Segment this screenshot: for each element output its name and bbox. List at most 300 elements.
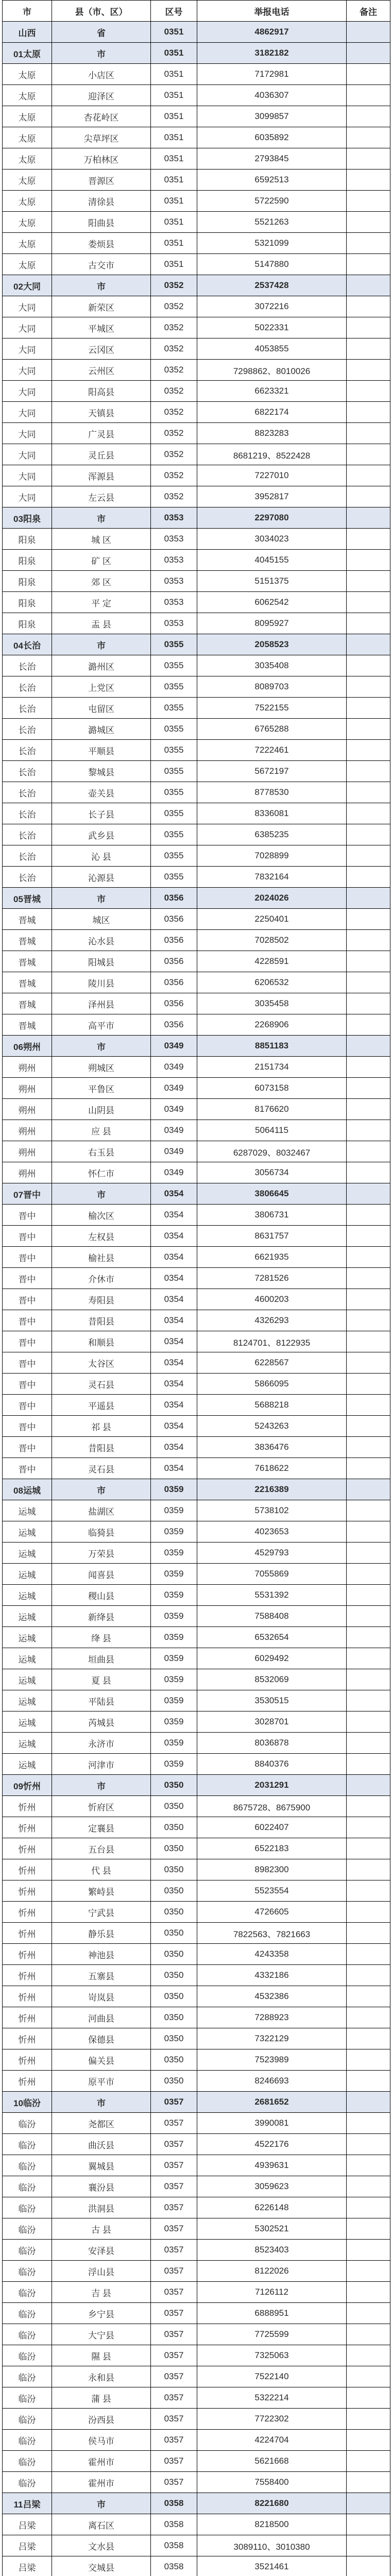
cell-area-code: 0350 <box>151 1923 197 1944</box>
cell-county: 永济市 <box>52 1733 151 1754</box>
cell-county: 太谷区 <box>52 1352 151 1374</box>
cell-county: 屯留区 <box>52 698 151 719</box>
cell-area-code: 0356 <box>151 909 197 930</box>
cell-county: 怀仁市 <box>52 1162 151 1183</box>
cell-remark <box>347 2197 390 2218</box>
cell-phone: 4036307 <box>197 85 347 106</box>
cell-city: 长治 <box>3 655 52 676</box>
cell-area-code: 0350 <box>151 2028 197 2049</box>
table-row <box>3 1162 390 1183</box>
cell-area-code: 0356 <box>151 951 197 972</box>
cell-area-code: 0358 <box>151 2535 197 2556</box>
cell-area-code: 0359 <box>151 1648 197 1669</box>
table-row <box>3 1627 390 1648</box>
cell-county: 昔阳县 <box>52 1437 151 1458</box>
cell-city: 太原 <box>3 233 52 254</box>
cell-city: 临汾 <box>3 2240 52 2261</box>
cell-county: 新荣区 <box>52 296 151 317</box>
cell-city: 临汾 <box>3 2303 52 2324</box>
cell-phone: 5688218 <box>197 1395 347 1416</box>
cell-remark <box>347 2535 390 2556</box>
cell-area-code: 0356 <box>151 972 197 993</box>
cell-city: 07晋中 <box>3 1183 52 1205</box>
cell-area-code: 0359 <box>151 1585 197 1606</box>
cell-remark <box>347 148 390 170</box>
cell-city: 大同 <box>3 465 52 486</box>
cell-county: 尖草坪区 <box>52 127 151 148</box>
table-row <box>3 317 390 338</box>
cell-city: 运城 <box>3 1733 52 1754</box>
cell-phone: 8681219、8522428 <box>197 444 347 465</box>
cell-remark <box>347 634 390 655</box>
table-row <box>3 1754 390 1775</box>
cell-city: 晋中 <box>3 1331 52 1352</box>
cell-city: 大同 <box>3 486 52 507</box>
cell-remark <box>347 1648 390 1669</box>
cell-phone: 2031291 <box>197 1775 347 1796</box>
cell-city: 忻州 <box>3 1923 52 1944</box>
cell-city: 长治 <box>3 782 52 803</box>
cell-remark <box>347 1141 390 1162</box>
table-row <box>3 867 390 888</box>
cell-area-code: 0355 <box>151 803 197 824</box>
table-row <box>3 1099 390 1120</box>
cell-remark <box>347 2049 390 2071</box>
cell-county: 平遥县 <box>52 1395 151 1416</box>
cell-county: 平陆县 <box>52 1690 151 1711</box>
cell-phone: 4326293 <box>197 1310 347 1331</box>
cell-county: 市 <box>52 275 151 296</box>
table-row <box>3 338 390 360</box>
cell-area-code: 0354 <box>151 1289 197 1310</box>
cell-remark <box>347 1120 390 1141</box>
table-row <box>3 1859 390 1880</box>
cell-remark <box>347 2218 390 2240</box>
table-row <box>3 1690 390 1711</box>
cell-area-code: 0350 <box>151 1944 197 1965</box>
table-row <box>3 1205 390 1226</box>
cell-area-code: 0356 <box>151 993 197 1014</box>
cell-city: 忻州 <box>3 1859 52 1880</box>
summary-row <box>3 2092 390 2113</box>
cell-city: 运城 <box>3 1585 52 1606</box>
cell-county: 大宁县 <box>52 2324 151 2345</box>
cell-phone: 8336081 <box>197 803 347 824</box>
cell-area-code: 0357 <box>151 2240 197 2261</box>
cell-city: 太原 <box>3 85 52 106</box>
table-row <box>3 2282 390 2303</box>
cell-phone: 5151375 <box>197 571 347 592</box>
cell-phone: 7055869 <box>197 1564 347 1585</box>
cell-remark <box>347 338 390 360</box>
cell-area-code: 0354 <box>151 1416 197 1437</box>
cell-remark <box>347 1585 390 1606</box>
cell-city: 朔州 <box>3 1057 52 1078</box>
table-row <box>3 191 390 212</box>
table-row <box>3 824 390 845</box>
cell-city: 06朔州 <box>3 1036 52 1057</box>
cell-area-code: 0352 <box>151 423 197 444</box>
cell-city: 忻州 <box>3 1880 52 1902</box>
cell-remark <box>347 1247 390 1268</box>
cell-county: 杏花岭区 <box>52 106 151 127</box>
cell-county: 矿 区 <box>52 550 151 571</box>
cell-phone: 7281526 <box>197 1268 347 1289</box>
cell-remark <box>347 1374 390 1395</box>
cell-county: 山阴县 <box>52 1099 151 1120</box>
cell-city: 朔州 <box>3 1141 52 1162</box>
table-row <box>3 2345 390 2366</box>
cell-phone: 7523989 <box>197 2049 347 2071</box>
cell-remark <box>347 254 390 275</box>
cell-area-code: 0355 <box>151 676 197 698</box>
cell-remark <box>347 212 390 233</box>
cell-area-code: 0353 <box>151 613 197 634</box>
cell-area-code: 0359 <box>151 1479 197 1500</box>
summary-row <box>3 634 390 655</box>
cell-county: 临猗县 <box>52 1521 151 1543</box>
cell-area-code: 0359 <box>151 1711 197 1733</box>
cell-county: 岢岚县 <box>52 1986 151 2007</box>
cell-area-code: 0352 <box>151 360 197 381</box>
cell-remark <box>347 1500 390 1521</box>
cell-remark <box>347 972 390 993</box>
cell-phone: 4228591 <box>197 951 347 972</box>
table-row <box>3 106 390 127</box>
cell-phone: 8036878 <box>197 1733 347 1754</box>
cell-area-code: 0356 <box>151 1014 197 1036</box>
cell-county: 稷山县 <box>52 1585 151 1606</box>
table-row <box>3 1669 390 1690</box>
cell-remark <box>347 1543 390 1564</box>
cell-phone: 2024026 <box>197 888 347 909</box>
cell-phone: 8089703 <box>197 676 347 698</box>
cell-county: 阳高县 <box>52 381 151 402</box>
cell-phone: 2268906 <box>197 1014 347 1036</box>
cell-county: 市 <box>52 507 151 529</box>
cell-area-code: 0350 <box>151 1817 197 1838</box>
cell-phone: 8982300 <box>197 1859 347 1880</box>
cell-phone: 8124701、8122935 <box>197 1331 347 1352</box>
cell-area-code: 0350 <box>151 1880 197 1902</box>
table-row <box>3 2261 390 2282</box>
cell-area-code: 0355 <box>151 782 197 803</box>
cell-phone: 7725599 <box>197 2324 347 2345</box>
cell-phone: 3072216 <box>197 296 347 317</box>
cell-city: 长治 <box>3 740 52 761</box>
cell-city: 晋中 <box>3 1310 52 1331</box>
table-row <box>3 1310 390 1331</box>
cell-city: 长治 <box>3 867 52 888</box>
cell-area-code: 0357 <box>151 2113 197 2134</box>
cell-remark <box>347 2176 390 2197</box>
cell-city: 阳泉 <box>3 550 52 571</box>
cell-city: 忻州 <box>3 1902 52 1923</box>
cell-remark <box>347 1606 390 1627</box>
cell-city: 临汾 <box>3 2176 52 2197</box>
cell-remark <box>347 2007 390 2028</box>
cell-remark <box>347 1965 390 1986</box>
cell-county: 万荣县 <box>52 1543 151 1564</box>
cell-county: 繁峙县 <box>52 1880 151 1902</box>
cell-remark <box>347 64 390 85</box>
cell-area-code: 0357 <box>151 2324 197 2345</box>
cell-city: 太原 <box>3 254 52 275</box>
table-row <box>3 381 390 402</box>
cell-phone: 5243263 <box>197 1416 347 1437</box>
table-row <box>3 2303 390 2324</box>
cell-remark <box>347 1838 390 1859</box>
cell-phone: 3182182 <box>197 43 347 64</box>
cell-county: 省 <box>52 22 151 43</box>
table-header-row <box>3 1 390 22</box>
cell-county: 宁武县 <box>52 1902 151 1923</box>
table-row <box>3 2071 390 2092</box>
cell-area-code: 0354 <box>151 1310 197 1331</box>
cell-area-code: 0356 <box>151 930 197 951</box>
cell-city: 晋城 <box>3 1014 52 1036</box>
cell-city: 运城 <box>3 1521 52 1543</box>
cell-remark <box>347 1310 390 1331</box>
cell-city: 大同 <box>3 402 52 423</box>
cell-county: 壶关县 <box>52 782 151 803</box>
table-row <box>3 740 390 761</box>
cell-phone: 3836476 <box>197 1437 347 1458</box>
cell-phone: 7222461 <box>197 740 347 761</box>
cell-phone: 8218500 <box>197 2514 347 2535</box>
cell-remark <box>347 2514 390 2535</box>
cell-city: 阳泉 <box>3 592 52 613</box>
cell-area-code: 0351 <box>151 212 197 233</box>
cell-city: 临汾 <box>3 2472 52 2493</box>
table-row <box>3 655 390 676</box>
cell-area-code: 0350 <box>151 1796 197 1817</box>
cell-remark <box>347 1289 390 1310</box>
table-row <box>3 1902 390 1923</box>
cell-remark <box>347 1944 390 1965</box>
table-row <box>3 1648 390 1669</box>
cell-remark <box>347 1479 390 1500</box>
cell-remark <box>347 529 390 550</box>
cell-phone: 4045155 <box>197 550 347 571</box>
cell-city: 阳泉 <box>3 571 52 592</box>
cell-phone: 7832164 <box>197 867 347 888</box>
cell-area-code: 0357 <box>151 2366 197 2387</box>
cell-area-code: 0351 <box>151 43 197 64</box>
cell-city: 太原 <box>3 106 52 127</box>
cell-area-code: 0359 <box>151 1669 197 1690</box>
table-row <box>3 465 390 486</box>
cell-city: 临汾 <box>3 2282 52 2303</box>
cell-area-code: 0355 <box>151 845 197 867</box>
cell-area-code: 0357 <box>151 2176 197 2197</box>
cell-county: 万柏林区 <box>52 148 151 170</box>
cell-city: 长治 <box>3 803 52 824</box>
cell-phone: 8631757 <box>197 1226 347 1247</box>
cell-city: 晋中 <box>3 1374 52 1395</box>
cell-phone: 8840376 <box>197 1754 347 1775</box>
cell-city: 长治 <box>3 845 52 867</box>
cell-phone: 4023653 <box>197 1521 347 1543</box>
table-row <box>3 1458 390 1479</box>
cell-phone: 8122026 <box>197 2261 347 2282</box>
cell-city: 09忻州 <box>3 1775 52 1796</box>
cell-area-code: 0349 <box>151 1099 197 1120</box>
cell-remark <box>347 317 390 338</box>
cell-area-code: 0359 <box>151 1627 197 1648</box>
cell-area-code: 0351 <box>151 148 197 170</box>
cell-city: 吕梁 <box>3 2535 52 2556</box>
cell-phone: 2297080 <box>197 507 347 529</box>
cell-city: 太原 <box>3 148 52 170</box>
table-row <box>3 1838 390 1859</box>
cell-county: 闻喜县 <box>52 1564 151 1585</box>
table-row <box>3 1395 390 1416</box>
cell-city: 吕梁 <box>3 2556 52 2576</box>
cell-area-code: 0357 <box>151 2155 197 2176</box>
header-area-code: 区号 <box>151 1 197 22</box>
cell-area-code: 0355 <box>151 634 197 655</box>
table-row <box>3 233 390 254</box>
cell-city: 忻州 <box>3 1986 52 2007</box>
cell-remark <box>347 1268 390 1289</box>
cell-remark <box>347 1205 390 1226</box>
cell-remark <box>347 1036 390 1057</box>
cell-phone: 7325063 <box>197 2345 347 2366</box>
cell-area-code: 0349 <box>151 1057 197 1078</box>
cell-city: 晋中 <box>3 1226 52 1247</box>
cell-city: 临汾 <box>3 2345 52 2366</box>
table-row <box>3 212 390 233</box>
cell-remark <box>347 592 390 613</box>
cell-phone: 8246693 <box>197 2071 347 2092</box>
cell-area-code: 0358 <box>151 2514 197 2535</box>
cell-county: 偏关县 <box>52 2049 151 2071</box>
cell-phone: 7588408 <box>197 1606 347 1627</box>
cell-county: 迎泽区 <box>52 85 151 106</box>
table-row <box>3 993 390 1014</box>
cell-phone: 6029492 <box>197 1648 347 1669</box>
cell-phone: 3952817 <box>197 486 347 507</box>
cell-remark <box>347 803 390 824</box>
header-county: 县（市、区） <box>52 1 151 22</box>
cell-phone: 7322129 <box>197 2028 347 2049</box>
cell-city: 太原 <box>3 170 52 191</box>
cell-county: 黎城县 <box>52 761 151 782</box>
cell-city: 晋中 <box>3 1458 52 1479</box>
cell-remark <box>347 2324 390 2345</box>
cell-area-code: 0354 <box>151 1183 197 1205</box>
cell-city: 太原 <box>3 191 52 212</box>
cell-phone: 6522183 <box>197 1838 347 1859</box>
cell-county: 灵丘县 <box>52 444 151 465</box>
cell-phone: 6623321 <box>197 381 347 402</box>
cell-city: 大同 <box>3 444 52 465</box>
cell-county: 昔阳县 <box>52 1310 151 1331</box>
table-row <box>3 1965 390 1986</box>
table-row <box>3 2556 390 2576</box>
cell-remark <box>347 740 390 761</box>
table-row <box>3 2007 390 2028</box>
table-row <box>3 1585 390 1606</box>
cell-area-code: 0350 <box>151 2049 197 2071</box>
cell-phone: 7028502 <box>197 930 347 951</box>
cell-area-code: 0355 <box>151 655 197 676</box>
cell-remark <box>347 507 390 529</box>
cell-phone: 3530515 <box>197 1690 347 1711</box>
cell-phone: 8851183 <box>197 1036 347 1057</box>
cell-county: 泽州县 <box>52 993 151 1014</box>
table-row <box>3 2430 390 2451</box>
table-row <box>3 550 390 571</box>
cell-phone: 5531392 <box>197 1585 347 1606</box>
cell-city: 朔州 <box>3 1099 52 1120</box>
cell-remark <box>347 360 390 381</box>
cell-area-code: 0350 <box>151 2007 197 2028</box>
cell-area-code: 0355 <box>151 740 197 761</box>
cell-county: 潞城区 <box>52 719 151 740</box>
cell-city: 晋中 <box>3 1268 52 1289</box>
cell-remark <box>347 550 390 571</box>
cell-county: 左云县 <box>52 486 151 507</box>
cell-city: 长治 <box>3 719 52 740</box>
cell-area-code: 0353 <box>151 571 197 592</box>
cell-area-code: 0357 <box>151 2409 197 2430</box>
cell-county: 郊 区 <box>52 571 151 592</box>
cell-phone: 6592513 <box>197 170 347 191</box>
cell-phone: 8532069 <box>197 1669 347 1690</box>
cell-area-code: 0354 <box>151 1374 197 1395</box>
table-row <box>3 2472 390 2493</box>
cell-phone: 5322214 <box>197 2387 347 2409</box>
table-row <box>3 698 390 719</box>
cell-area-code: 0351 <box>151 85 197 106</box>
cell-city: 晋城 <box>3 972 52 993</box>
table-row <box>3 1247 390 1268</box>
cell-phone: 2537428 <box>197 275 347 296</box>
cell-area-code: 0354 <box>151 1395 197 1416</box>
cell-city: 忻州 <box>3 1944 52 1965</box>
cell-area-code: 0350 <box>151 1986 197 2007</box>
cell-remark <box>347 698 390 719</box>
cell-phone: 7126112 <box>197 2282 347 2303</box>
cell-phone: 8095927 <box>197 613 347 634</box>
cell-phone: 7288923 <box>197 2007 347 2028</box>
cell-phone: 7558400 <box>197 2472 347 2493</box>
cell-area-code: 0359 <box>151 1690 197 1711</box>
table-row <box>3 1331 390 1352</box>
cell-city: 临汾 <box>3 2430 52 2451</box>
cell-county: 云州区 <box>52 360 151 381</box>
cell-remark <box>347 1796 390 1817</box>
table-row <box>3 2218 390 2240</box>
table-row <box>3 64 390 85</box>
cell-area-code: 0349 <box>151 1120 197 1141</box>
cell-remark <box>347 1099 390 1120</box>
table-row <box>3 1564 390 1585</box>
cell-city: 大同 <box>3 381 52 402</box>
cell-area-code: 0356 <box>151 888 197 909</box>
cell-phone: 2681652 <box>197 2092 347 2113</box>
cell-phone: 4243358 <box>197 1944 347 1965</box>
cell-phone: 4726605 <box>197 1902 347 1923</box>
cell-remark <box>347 2451 390 2472</box>
table-row <box>3 1352 390 1374</box>
cell-city: 大同 <box>3 317 52 338</box>
cell-area-code: 0352 <box>151 275 197 296</box>
cell-area-code: 0350 <box>151 1838 197 1859</box>
table-row <box>3 2155 390 2176</box>
